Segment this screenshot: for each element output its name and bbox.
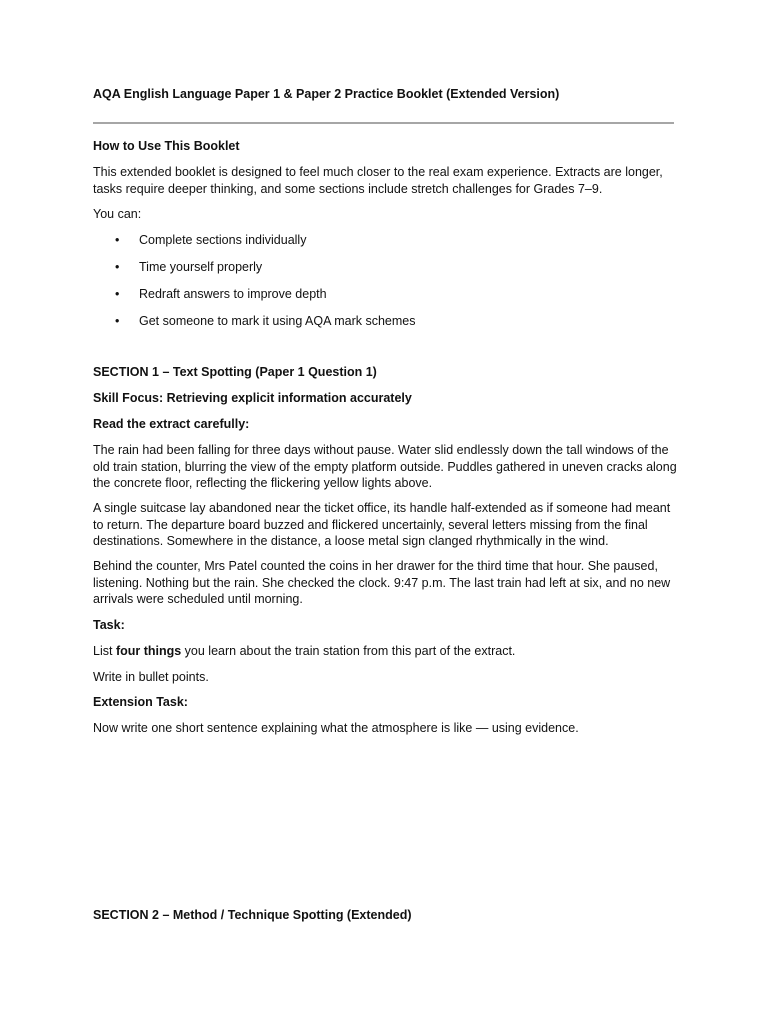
extension-text: Now write one short sentence explaining what the atmosphere is like — using evidence. [93, 721, 579, 735]
bullet-icon: • [115, 314, 120, 328]
task-label: Task: [93, 618, 125, 632]
section2-heading: SECTION 2 – Method / Technique Spotting (Extended) [93, 908, 412, 922]
section1-heading: SECTION 1 – Text Spotting (Paper 1 Question 1) [93, 365, 377, 379]
list-item-text: Complete sections individually [139, 233, 307, 247]
you-can-label: You can: [93, 207, 142, 221]
extract-paragraph-3: Behind the counter, Mrs Patel counted the coins in her drawer for the third time that hour. She paused, listening. Nothing but the rain. She checked the clock. 9:47 p.m. The last train had left at six, and no new arrivals were scheduled until morning. [93, 559, 671, 606]
write-bullets-note: Write in bullet points. [93, 670, 209, 684]
extension-label: Extension Task: [93, 695, 188, 709]
task-instruction [93, 643, 683, 660]
skill-focus: Skill Focus: Retrieving explicit information accurately [93, 391, 412, 405]
document-title: AQA English Language Paper 1 & Paper 2 Practice Booklet (Extended Version) [93, 87, 560, 101]
extract-paragraph-1: The rain had been falling for three days without pause. Water slid endlessly down the tall windows of the old train station, blurring the view of the empty platform outside. Puddles gathered in uneven cracks along the concrete floor, reflecting the flickering yellow lights above. [93, 443, 677, 490]
task-text-end: you learn about the train station from this part of the extract. [181, 644, 516, 658]
bullet-icon: • [115, 287, 120, 301]
list-item-text: Redraft answers to improve depth [139, 287, 327, 301]
horizontal-rule [93, 122, 674, 124]
task-emphasis: four things [115, 644, 182, 658]
how-to-intro: This extended booklet is designed to feel much closer to the real exam experience. Extracts are longer, tasks require deeper thinking, and some sections include stretch challenges for Grades 7–9. [93, 165, 663, 196]
bullet-icon: • [115, 233, 120, 247]
task-text-start: List [93, 644, 116, 658]
document-page [93, 0, 683, 1024]
read-instruction: Read the extract carefully: [93, 417, 250, 431]
list-item-text: Time yourself properly [139, 260, 263, 274]
how-to-heading: How to Use This Booklet [93, 139, 240, 153]
bullet-icon: • [115, 260, 120, 274]
list-item-text: Get someone to mark it using AQA mark schemes [139, 314, 416, 328]
extract-paragraph-2: A single suitcase lay abandoned near the ticket office, its handle half-extended as if someone had meant to return. The departure board buzzed and flickered uncertainly, several letters missing from the final destinations. Somewhere in the distance, a loose metal sign clanged rhythmically in the wind. [93, 501, 671, 548]
